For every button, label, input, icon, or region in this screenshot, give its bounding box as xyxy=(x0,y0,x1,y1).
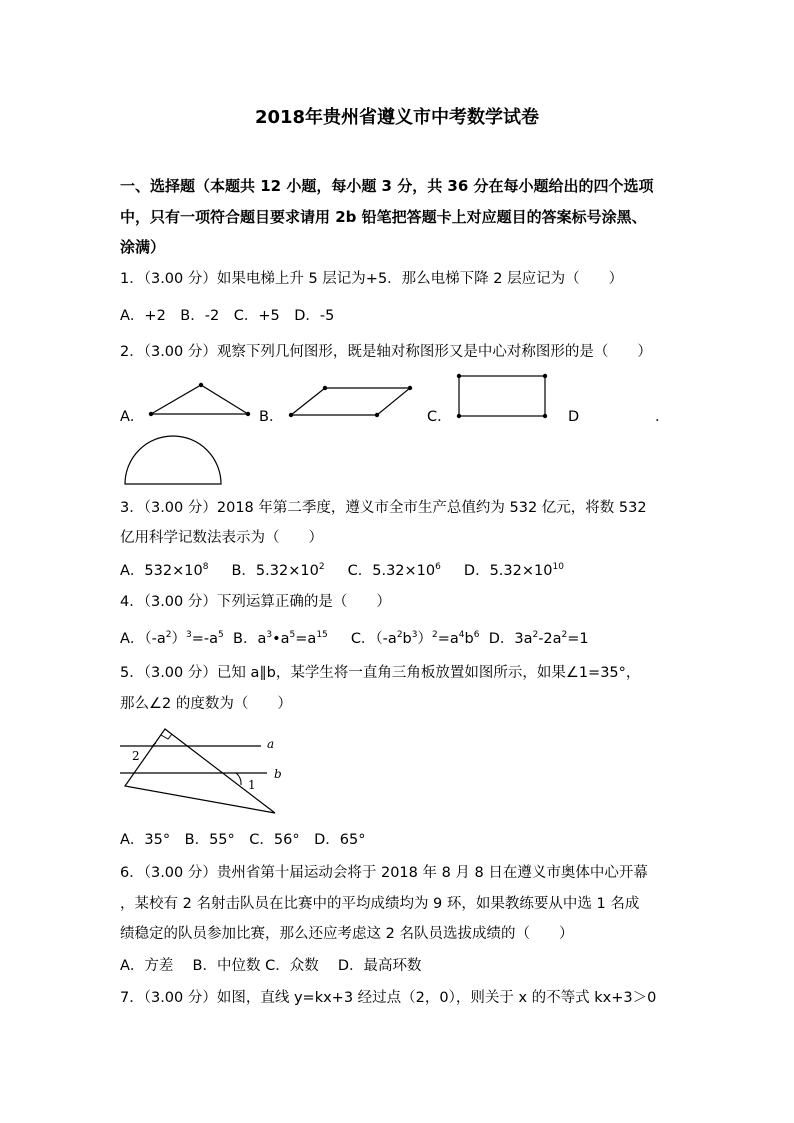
question-2-label-a: A． xyxy=(120,409,145,425)
label-line-b: b xyxy=(274,767,282,781)
label-line-a: a xyxy=(267,737,275,751)
question-5-stem-line2: 那么∠2 的度数为（ ） xyxy=(120,696,292,712)
question-2-label-c: C． xyxy=(427,409,452,425)
section-heading-line2: 中，只有一项符合题目要求请用 2b 铅笔把答题卡上对应题目的答案标号涂黑、 xyxy=(120,208,647,226)
option-d: D．$3a^2-2a^2=1$ xyxy=(488,630,589,647)
question-2-label-d: D xyxy=(568,409,580,425)
label-angle-2: 2 xyxy=(132,749,140,763)
question-1-options: A．+2 B．-2 C．+5 D．-5 xyxy=(120,308,335,324)
option-d: D．$5.32\times 10^{10}$ xyxy=(463,562,564,579)
question-2-stem: 2．（3.00 分）观察下列几何图形，既是轴对称图形又是中心对称图形的是（ ） xyxy=(120,344,652,360)
option-c: C．$(-a^2b^3)^2=a^4b^6$ xyxy=(350,630,480,647)
question-2-label-b: B． xyxy=(259,409,284,425)
question-3-stem-line2: 亿用科学记数法表示为（ ） xyxy=(120,530,323,546)
option-a: A．$532\times 10^8$ xyxy=(120,562,209,579)
question-7-stem-line1: 7．（3.00 分）如图，直线 y=kx+3 经过点（2，0），则关于 x 的不等式 kx+3＞0 xyxy=(120,990,657,1006)
question-5-options: A．35° B．55° C．56° D．65° xyxy=(120,832,366,848)
question-6-stem-line3: 绩稳定的队员参加比赛，那么还应考虑这 2 名队员选拔成绩的（ ） xyxy=(120,926,574,942)
figure-parallel-lines-triangle xyxy=(115,725,290,817)
label-angle-1: 1 xyxy=(248,778,256,792)
option-b: B．$a^3•a^5=a^{15}$ xyxy=(233,630,328,647)
question-6-stem-line1: 6．（3.00 分）贵州省第十届运动会将于 2018 年 8 月 8 日在遵义市奥体中心开幕 xyxy=(120,865,648,881)
figure-parallelogram xyxy=(285,383,415,419)
section-heading-line3: 涂满） xyxy=(120,238,166,256)
question-5-stem-line1: 5．（3.00 分）已知 a∥b，某学生将一直角三角板放置如图所示，如果∠1=35°， xyxy=(120,665,641,681)
question-1-stem: 1．（3.00 分）如果电梯上升 5 层记为+5．那么电梯下降 2 层应记为（ ） xyxy=(120,271,624,287)
option-a: A．$(-a^2)^3=-a^5$ xyxy=(120,630,224,647)
option-b: B．$5.32\times 10^2$ xyxy=(231,562,325,579)
question-4-stem: 4．（3.00 分）下列运算正确的是（ ） xyxy=(120,594,391,610)
option-c: C．$5.32\times 10^6$ xyxy=(347,562,441,579)
question-6-options: A．方差 B．中位数 C．众数 D．最高环数 xyxy=(120,958,422,974)
question-2-trailing-dot: ． xyxy=(655,409,670,425)
figure-rectangle xyxy=(454,372,550,420)
figure-triangle xyxy=(145,380,255,420)
section-heading-line1: 一、选择题（本题共 12 小题，每小题 3 分，共 36 分在每小题给出的四个选项 xyxy=(120,177,654,195)
page-title: 2018年贵州省遵义市中考数学试卷 xyxy=(254,107,540,128)
question-4-options xyxy=(120,629,589,649)
question-3-options xyxy=(120,561,564,581)
question-6-stem-line2: ，某校有 2 名射击队员在比赛中的平均成绩均为 9 环，如果教练要从中选 1 名成 xyxy=(120,896,640,912)
figure-semicircle xyxy=(122,432,224,488)
question-3-stem-line1: 3．（3.00 分）2018 年第二季度，遵义市全市生产总值约为 532 亿元，将数 532 xyxy=(120,500,647,516)
